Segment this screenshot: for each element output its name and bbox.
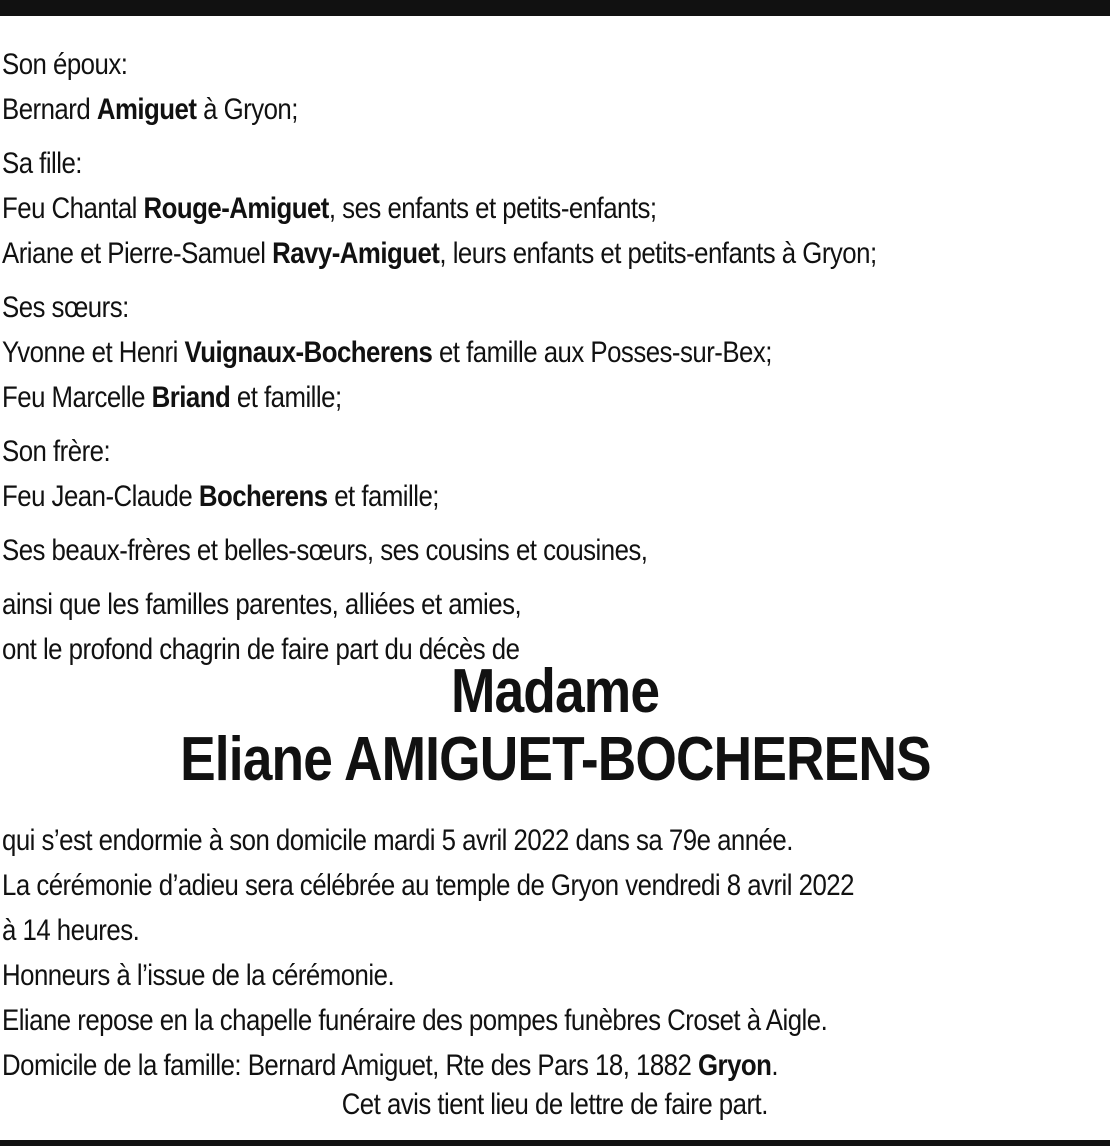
families-line-1: ainsi que les familles parentes, alliées et amies,	[2, 588, 522, 621]
daughter-line-2-pre: Ariane et Pierre-Samuel	[2, 237, 273, 270]
deceased-name-block	[0, 658, 1110, 794]
details-line-2: La cérémonie d’adieu sera célébrée au temple de Gryon vendredi 8 avril 2022	[2, 869, 854, 902]
daughter-line-1-post: , ses enfants et petits-enfants;	[328, 192, 657, 225]
daughter-line-1	[2, 186, 1108, 231]
sisters-line-2-surname: Briand	[151, 381, 231, 414]
sisters-line-2-pre: Feu Marcelle	[2, 381, 152, 414]
domicile-line-post: .	[771, 1049, 779, 1082]
spouse-heading: Son époux:	[2, 48, 128, 81]
in-laws-line: Ses beaux-frères et belles-sœurs, ses cousins et cousines,	[2, 534, 648, 567]
sisters-line-2-post: et famille;	[230, 381, 342, 414]
spouse-line	[2, 87, 1108, 132]
brother-line-pre: Feu Jean-Claude	[2, 480, 199, 513]
brother-line-post: et famille;	[327, 480, 439, 513]
daughter-line-1-pre: Feu Chantal	[2, 192, 144, 225]
daughter-line-2-post: , leurs enfants et petits-enfants à Gryon;	[439, 237, 877, 270]
sisters-line-2	[2, 375, 1108, 420]
footer-text: Cet avis tient lieu de lettre de faire part.	[341, 1088, 769, 1121]
sisters-line-1-post: et famille aux Posses-sur-Bex;	[432, 336, 772, 369]
details-line-3: à 14 heures.	[2, 914, 140, 947]
sisters-line-1	[2, 330, 1108, 375]
sisters-heading: Ses sœurs:	[2, 291, 129, 324]
brother-line	[2, 474, 1108, 519]
spouse-line-post: à Gryon;	[196, 93, 298, 126]
spouse-line-pre: Bernard	[2, 93, 97, 126]
deceased-title: Madame	[450, 657, 660, 726]
daughter-line-2-surname: Ravy-Amiguet	[272, 237, 440, 270]
families-line-2: ont le profond chagrin de faire part du décès de	[2, 633, 520, 666]
details-line-1: qui s’est endormie à son domicile mardi 5 avril 2022 dans sa 79e année.	[2, 824, 793, 857]
footer-note	[0, 1082, 1110, 1127]
daughter-line-1-surname: Rouge-Amiguet	[143, 192, 329, 225]
details-line-4: Honneurs à l’issue de la cérémonie.	[2, 959, 395, 992]
sisters-line-1-surname: Vuignaux-Bocherens	[184, 336, 433, 369]
spouse-surname: Amiguet	[96, 93, 197, 126]
sisters-line-1-pre: Yvonne et Henri	[2, 336, 185, 369]
top-rule	[0, 0, 1110, 16]
brother-surname: Bocherens	[198, 480, 328, 513]
domicile-town: Gryon	[697, 1049, 772, 1082]
daughter-heading: Sa fille:	[2, 147, 82, 180]
bottom-rule	[0, 1140, 1110, 1146]
details-section	[2, 818, 1108, 1088]
family-section	[2, 42, 1108, 672]
details-line-5: Eliane repose en la chapelle funéraire des pompes funèbres Croset à Aigle.	[2, 1004, 828, 1037]
daughter-line-2	[2, 231, 1108, 276]
domicile-line-pre: Domicile de la famille: Bernard Amiguet, Rte des Pars 18, 1882	[2, 1049, 698, 1082]
deceased-name: Eliane AMIGUET-BOCHERENS	[179, 725, 931, 794]
brother-heading: Son frère:	[2, 435, 111, 468]
